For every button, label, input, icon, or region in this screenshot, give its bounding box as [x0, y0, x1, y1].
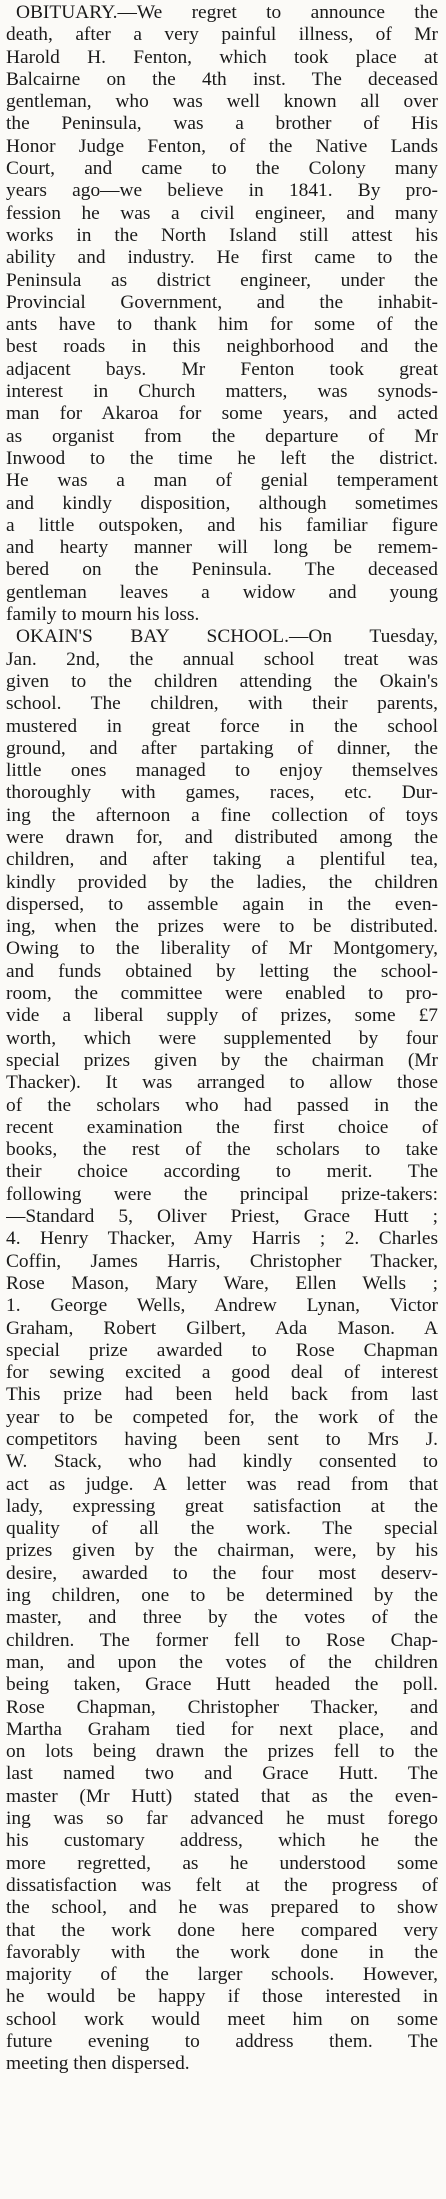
text-line: were drawn for, and distributed among the: [6, 826, 438, 848]
text-line: majority of the larger schools. However,: [6, 1964, 438, 1986]
text-line: —Standard 5, Oliver Priest, Grace Hutt ;: [6, 1206, 438, 1228]
text-line: ability and industry. He first came to the: [6, 247, 438, 269]
text-line: he would be happy if those interested in: [6, 1986, 438, 2008]
okains-bay-school-article: [6, 626, 438, 2075]
text-line: Peninsula as district engineer, under the: [6, 269, 438, 291]
text-line: Thacker). It was arranged to allow those: [6, 1072, 438, 1094]
text-line: man for Akaroa for some years, and acted: [6, 403, 438, 425]
text-line: children, and after taking a plentiful tea,: [6, 849, 438, 871]
text-line: for sewing excited a good deal of interest: [6, 1362, 438, 1384]
text-line: ing, when the prizes were to be distributed.: [6, 916, 438, 938]
text-line: best roads in this neighborhood and the: [6, 336, 438, 358]
text-line: books, the rest of the scholars to take: [6, 1139, 438, 1161]
text-line: dispersed, to assemble again in the even-: [6, 893, 438, 915]
text-column: [6, 2, 438, 2076]
text-line: and hearty manner will long be remem-: [6, 537, 438, 559]
text-line: family to mourn his loss.: [6, 604, 200, 626]
text-line: OBITUARY.—We regret to announce the: [16, 2, 438, 23]
text-line: thoroughly with games, races, etc. Dur-: [6, 782, 438, 804]
text-line: Balcairne on the 4th inst. The deceased: [6, 68, 438, 90]
text-line: quality of all the work. The special: [6, 1518, 438, 1540]
text-line: man, and upon the votes of the children: [6, 1651, 438, 1673]
text-line: ing children, one to be determined by the: [6, 1585, 438, 1607]
text-line: Honor Judge Fenton, of the Native Lands: [6, 135, 438, 157]
text-line: and funds obtained by letting the school-: [6, 960, 438, 982]
text-line: Provincial Government, and the inhabit-: [6, 291, 438, 313]
text-line: room, the committee were enabled to pro-: [6, 983, 438, 1005]
text-line: their choice according to merit. The: [6, 1161, 438, 1183]
text-line: 4. Henry Thacker, Amy Harris ; 2. Charles: [6, 1228, 438, 1250]
text-line: interest in Church matters, was synods-: [6, 381, 438, 403]
text-line: recent examination the first choice of: [6, 1116, 438, 1138]
text-line: This prize had been held back from last: [6, 1384, 438, 1406]
text-line: Rose Chapman, Christopher Thacker, and: [6, 1696, 438, 1718]
text-line: following were the principal prize-takers:: [6, 1183, 438, 1205]
text-line: as organist from the departure of Mr: [6, 425, 438, 447]
text-line: adjacent bays. Mr Fenton took great: [6, 358, 438, 380]
text-line: children. The former fell to Rose Chap-: [6, 1629, 438, 1651]
text-line: little ones managed to enjoy themselves: [6, 760, 438, 782]
text-line: Martha Graham tied for next place, and: [6, 1718, 438, 1740]
text-line: competitors having been sent to Mrs J.: [6, 1429, 438, 1450]
text-line: favorably with the work done in the: [6, 1941, 438, 1963]
text-line: being taken, Grace Hutt headed the poll.: [6, 1674, 438, 1696]
text-line: school. The children, with their parents,: [6, 693, 438, 715]
text-line: special prizes given by the chairman (Mr: [6, 1049, 438, 1071]
text-line: bered on the Peninsula. The deceased: [6, 559, 438, 581]
text-line: Jan. 2nd, the annual school treat was: [6, 648, 438, 670]
text-line: lady, expressing great satisfaction at the: [6, 1495, 438, 1517]
text-line: OKAIN'S BAY SCHOOL.—On Tuesday,: [16, 626, 438, 648]
text-line: of the scholars who had passed in the: [6, 1094, 438, 1116]
text-line: on lots being drawn the prizes fell to the: [6, 1741, 438, 1763]
obituary-article: [6, 2, 438, 626]
text-line: the Peninsula, was a brother of His: [6, 113, 438, 135]
text-line: prizes given by the chairman, were, by his: [6, 1540, 438, 1562]
text-line: desire, awarded to the four most deserv-: [6, 1562, 438, 1584]
text-line: more regretted, as he understood some: [6, 1852, 438, 1874]
text-line: his customary address, which he the: [6, 1830, 438, 1852]
text-line: a little outspoken, and his familiar figure: [6, 514, 438, 536]
text-line: Graham, Robert Gilbert, Ada Mason. A: [6, 1317, 438, 1339]
text-line: that the work done here compared very: [6, 1919, 438, 1941]
text-line: worth, which were supplemented by four: [6, 1027, 438, 1049]
text-line: ground, and after partaking of dinner, the: [6, 737, 438, 759]
text-line: 1. George Wells, Andrew Lynan, Victor: [6, 1295, 438, 1317]
text-line: gentleman leaves a widow and young: [6, 581, 438, 603]
text-line: mustered in great force in the school: [6, 715, 438, 737]
text-line: kindly provided by the ladies, the children: [6, 871, 438, 893]
text-line: gentleman, who was well known all over: [6, 91, 438, 113]
text-line: He was a man of genial temperament: [6, 470, 438, 492]
text-line: years ago—we believe in 1841. By pro-: [6, 180, 438, 202]
text-line: Inwood to the time he left the district.: [6, 447, 438, 469]
text-line: special prize awarded to Rose Chapman: [6, 1339, 438, 1361]
text-line: year to be competed for, the work of the: [6, 1406, 438, 1428]
text-line: meeting then dispersed.: [6, 2053, 190, 2075]
text-line: master (Mr Hutt) stated that as the even-: [6, 1785, 438, 1807]
text-line: last named two and Grace Hutt. The: [6, 1763, 438, 1785]
text-line: death, after a very painful illness, of Mr: [6, 24, 438, 46]
text-line: and kindly disposition, although sometimes: [6, 492, 438, 514]
text-line: W. Stack, who had kindly consented to: [6, 1451, 438, 1473]
text-line: given to the children attending the Okain's: [6, 670, 438, 692]
text-line: master, and three by the votes of the: [6, 1607, 438, 1629]
text-line: Court, and came to the Colony many: [6, 158, 438, 180]
text-line: fession he was a civil engineer, and many: [6, 202, 438, 224]
text-line: Harold H. Fenton, which took place at: [6, 46, 438, 68]
text-line: dissatisfaction was felt at the progress of: [6, 1874, 438, 1896]
text-line: Owing to the liberality of Mr Montgomery,: [6, 938, 438, 960]
text-line: Coffin, James Harris, Christopher Thacker,: [6, 1250, 438, 1272]
text-line: act as judge. A letter was read from that: [6, 1473, 438, 1495]
text-line: Rose Mason, Mary Ware, Ellen Wells ;: [6, 1272, 438, 1294]
text-line: the school, and he was prepared to show: [6, 1897, 438, 1919]
text-line: ing was so far advanced he must forego: [6, 1808, 438, 1830]
text-line: school work would meet him on some: [6, 2008, 438, 2030]
text-line: vide a liberal supply of prizes, some £7: [6, 1005, 438, 1027]
text-line: works in the North Island still attest his: [6, 224, 438, 246]
text-line: future evening to address them. The: [6, 2031, 438, 2053]
text-line: ants have to thank him for some of the: [6, 314, 438, 336]
text-line: ing the afternoon a fine collection of toys: [6, 804, 438, 826]
